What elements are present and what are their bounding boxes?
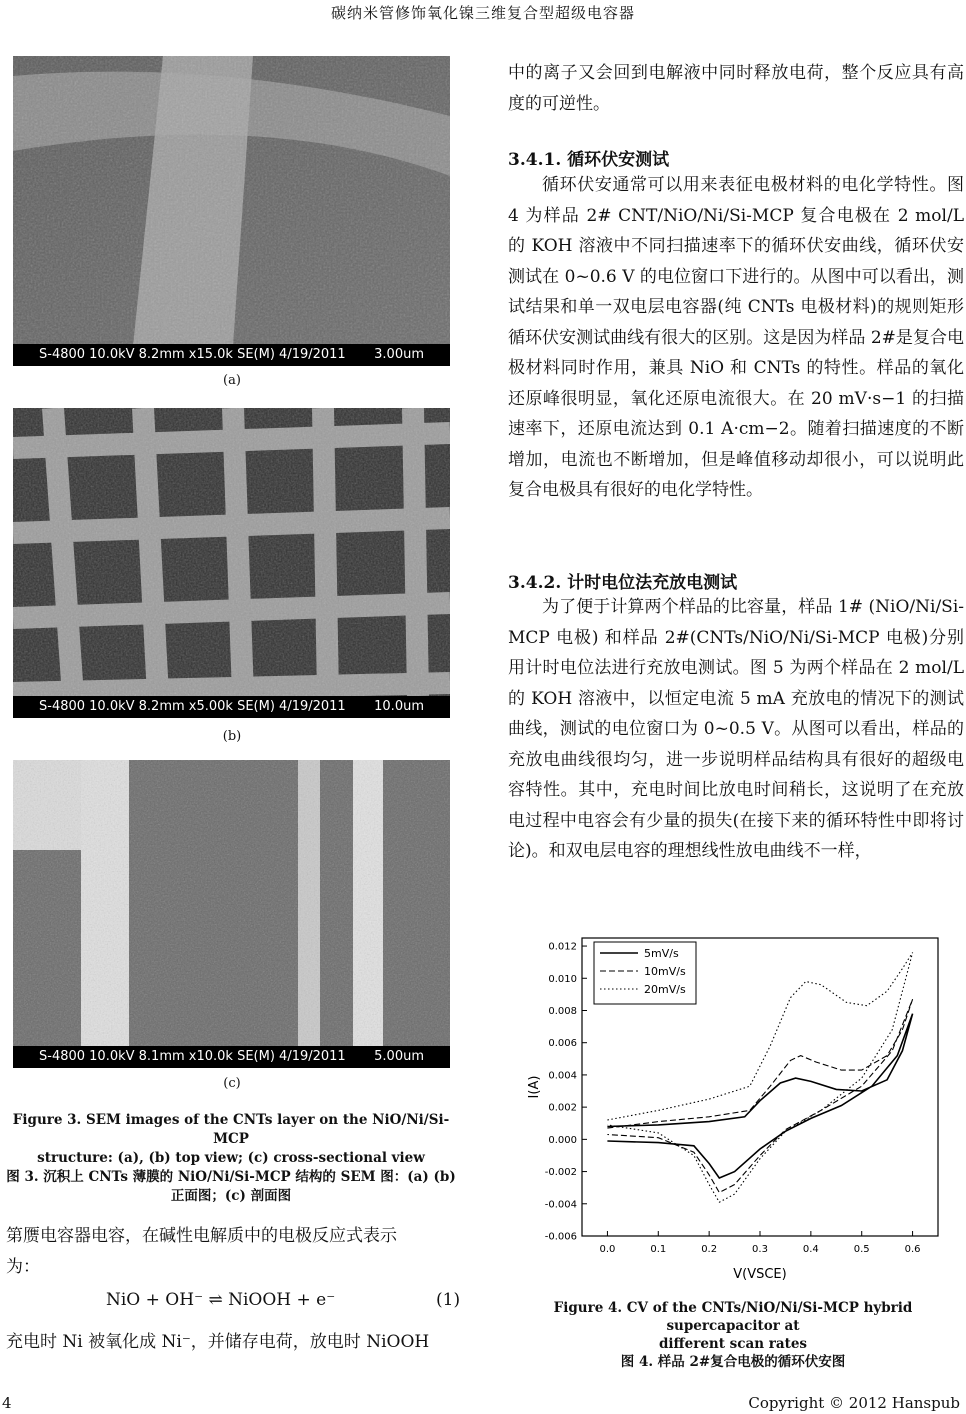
x-tick-label: 0.4 [802, 1244, 819, 1255]
section-heading-341: 3.4.1. 循环伏安测试 [508, 150, 670, 170]
y-axis-label: I(A) [527, 1075, 542, 1099]
sem-info-bar-a [13, 344, 450, 366]
y-tick-label: -0.002 [544, 1167, 577, 1179]
running-header: 碳纳米管修饰氧化镍三维复合型超级电容器 [330, 4, 635, 22]
sem-texture-b [13, 408, 450, 696]
y-tick-label: 0.008 [548, 1005, 577, 1017]
section-heading-342: 3.4.2. 计时电位法充放电测试 [508, 573, 738, 593]
caption-en-line: structure: (a), (b) top view; (c) cross-sectional view [37, 1150, 425, 1166]
right-paragraph-1: 循环伏安通常可以用来表征电极材料的电化学特性。图 4 为样品 2# CNT/NiO/Ni/Si-MCP 复合电极在 2 mol/L 的 KOH 溶液中不同扫描速率下的循环伏安曲线，循环伏安测试在 0~0.6 V 的电位窗口下进行的。从图中可以看出，测试结果和单一双电层电容器(纯 CNTs 电极材料)的规则矩形循环伏安测试曲线有很大的区别。这是因为样品 2#是复合电极材料同时作用，兼具 NiO 和 CNTs 的特性。样品的氧化还原峰很明显，氧化还原电流很大。在 20 mV·s−1 的扫描速率下，还原电流达到 0.1 A·cm−2。随着扫描速度的不断增加，电流也不断增加，但是峰值移动却很小，可以说明此复合电极具有很好的电化学特性。 [508, 175, 964, 500]
series-line-10mV/s [607, 999, 912, 1192]
y-tick-label: -0.006 [544, 1231, 577, 1243]
caption-en-line: different scan rates [658, 1336, 808, 1352]
page-number: 4 [2, 1394, 12, 1412]
sem-scale-text: 3.00um [374, 347, 424, 362]
right-paragraph-2: 为了便于计算两个样品的比容量，样品 1# (NiO/Ni/Si-MCP 电极) 和样品 2#(CNTs/NiO/Ni/Si-MCP 电极)分别用计时电位法进行充放电测试。图 5 为两个样品在 2 mol/L 的 KOH 溶液中，以恒定电流 5 mA 充放电的情况下的测试曲线，测试的电位窗口为 0~0.5 V。从图可以看出，样品的充放电曲线很均匀，进一步说明样品结构具有很好的超级电容特性。其中，充电时间比放电时间稍长，这说明了在充放电过程中电容会有少量的损失(在接下来的循环特性中即将讨论)。和双电层电容的理想线性放电曲线不一样， [508, 597, 964, 861]
legend-label: 10mV/s [644, 965, 686, 978]
sem-texture-a [13, 56, 450, 344]
caption-cn-line: 正面图；(c) 剖面图 [170, 1188, 292, 1204]
x-tick-label: 0.5 [853, 1244, 870, 1255]
figure3-caption [0, 1111, 462, 1206]
legend-label: 20mV/s [644, 983, 686, 996]
text-line: 第赝电容器电容，在碱性电解质中的电极反应式表示 [6, 1226, 397, 1246]
y-tick-label: 0.012 [548, 941, 577, 953]
sem-info-text: S-4800 10.0kV 8.2mm x5.00k SE(M) 4/19/2011 [39, 699, 346, 714]
x-tick-label: 0.2 [701, 1244, 718, 1255]
y-tick-label: 0.002 [548, 1102, 577, 1114]
x-tick-label: 0.1 [650, 1244, 667, 1255]
sem-image-c [13, 760, 450, 1068]
panel-label-a: (a) [223, 373, 241, 388]
y-tick-label: 0.006 [548, 1038, 577, 1050]
cv-chart-svg [520, 928, 950, 1284]
y-tick-label: 0.000 [548, 1134, 577, 1146]
y-tick-label: 0.010 [548, 973, 577, 985]
left-paragraph-1 [6, 1221, 462, 1282]
cv-chart [520, 928, 950, 1284]
caption-en-line: Figure 4. CV of the CNTs/NiO/Ni/Si-MCP hybrid supercapacitor at [553, 1300, 913, 1334]
sem-image-b [13, 408, 450, 718]
copyright: Copyright © 2012 Hanspub [748, 1394, 960, 1412]
caption-cn-line: 图 3. 沉积上 CNTs 薄膜的 NiO/Ni/Si-MCP 结构的 SEM 图：(a) (b) [6, 1169, 456, 1185]
x-tick-label: 0.3 [752, 1244, 768, 1255]
panel-label-c: (c) [223, 1076, 241, 1091]
sem-info-bar-b [13, 696, 450, 718]
x-tick-label: 0.0 [599, 1244, 616, 1255]
sem-image-a [13, 56, 450, 366]
caption-cn-line: 图 4. 样品 2#复合电极的循环伏安图 [620, 1354, 846, 1370]
sem-info-text: S-4800 10.0kV 8.2mm x15.0k SE(M) 4/19/2011 [39, 347, 346, 362]
series-line-5mV/s [607, 1014, 912, 1178]
sem-scale-text: 10.0um [374, 699, 424, 714]
sem-texture-c [13, 760, 450, 1046]
x-tick-label: 0.6 [904, 1244, 921, 1255]
panel-label-b: (b) [222, 729, 242, 744]
figure4-caption [500, 1299, 966, 1371]
equation-1: NiO + OH⁻ ⇌ NiOOH + e⁻ [106, 1290, 336, 1310]
equation-number: (1) [436, 1290, 461, 1310]
sem-info-bar-c [13, 1046, 450, 1068]
y-tick-label: 0.004 [548, 1070, 577, 1082]
y-tick-label: -0.004 [544, 1199, 577, 1211]
left-paragraph-2: 充电时 Ni 被氧化成 Ni⁻，并储存电荷，放电时 NiOOH [6, 1332, 430, 1352]
right-paragraph-0: 中的离子又会回到电解液中同时释放电荷，整个反应具有高度的可逆性。 [508, 63, 964, 114]
caption-en-line: Figure 3. SEM images of the CNTs layer on the NiO/Ni/Si-MCP [12, 1112, 450, 1147]
x-axis-label: V(VSCE) [733, 1267, 787, 1282]
sem-scale-text: 5.00um [374, 1049, 424, 1064]
legend-label: 5mV/s [644, 947, 679, 960]
text-line: 为： [6, 1256, 40, 1277]
sem-info-text: S-4800 10.0kV 8.1mm x10.0k SE(M) 4/19/2011 [39, 1049, 346, 1064]
